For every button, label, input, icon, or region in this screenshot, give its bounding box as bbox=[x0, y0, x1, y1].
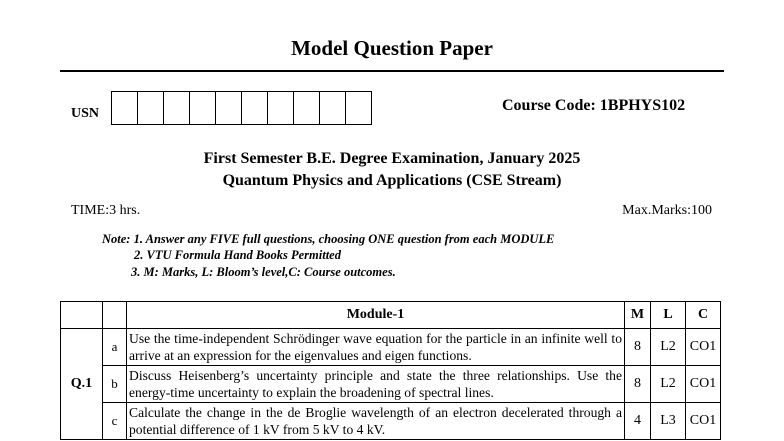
course-outcome: CO1 bbox=[686, 329, 721, 366]
question-number: Q.1 bbox=[61, 329, 103, 440]
course-outcome: CO1 bbox=[686, 366, 721, 403]
usn-box bbox=[163, 91, 190, 125]
question-table bbox=[60, 301, 721, 440]
usn-box bbox=[267, 91, 294, 125]
subject-heading: Quantum Physics and Applications (CSE Stream) bbox=[222, 172, 562, 189]
col-level-header: L bbox=[651, 302, 686, 329]
module-heading: Module-1 bbox=[127, 302, 625, 329]
exam-time: TIME:3 hrs. bbox=[71, 203, 141, 218]
question-text: Discuss Heisenberg’s uncertainty principle and state the three relationships. Use the energy-time uncertainty to explain the broadening of spectral lines. bbox=[129, 368, 622, 400]
usn-box bbox=[319, 91, 346, 125]
max-marks: Max.Marks:100 bbox=[622, 203, 712, 218]
question-marks: 8 bbox=[625, 366, 651, 403]
usn-box bbox=[111, 91, 138, 125]
header-blank-sub bbox=[103, 302, 127, 329]
question-marks: 4 bbox=[625, 403, 651, 440]
sub-question-label: c bbox=[103, 403, 127, 440]
table-row bbox=[61, 366, 721, 403]
usn-box bbox=[137, 91, 164, 125]
page-title: Model Question Paper bbox=[291, 36, 493, 60]
course-outcome: CO1 bbox=[686, 403, 721, 440]
exam-heading: First Semester B.E. Degree Examination, January 2025 bbox=[203, 150, 581, 167]
question-text-cell bbox=[127, 329, 625, 366]
question-text: Calculate the change in the de Broglie wavelength of an electron decelerated through a potential difference of 1 kV from 5 kV to 4 kV. bbox=[129, 405, 622, 437]
blooms-level: L3 bbox=[651, 403, 686, 440]
question-text-cell bbox=[127, 403, 625, 440]
col-outcome-header: C bbox=[686, 302, 721, 329]
table-row bbox=[61, 329, 721, 366]
note-line-3: 3. M: Marks, L: Bloom’s level,C: Course outcomes. bbox=[131, 265, 396, 279]
blooms-level: L2 bbox=[651, 366, 686, 403]
usn-box bbox=[215, 91, 242, 125]
col-marks-header: M bbox=[625, 302, 651, 329]
usn-box bbox=[293, 91, 320, 125]
blooms-level: L2 bbox=[651, 329, 686, 366]
table-header-row bbox=[61, 302, 721, 329]
usn-boxes bbox=[111, 91, 371, 125]
header-blank-q bbox=[61, 302, 103, 329]
usn-label: USN bbox=[71, 106, 100, 121]
question-text: Use the time-independent Schrödinger wave equation for the particle in an infinite well to arrive at an expression for the eigenvalues and eigen functions. bbox=[129, 331, 622, 363]
usn-box bbox=[189, 91, 216, 125]
question-marks: 8 bbox=[625, 329, 651, 366]
question-text-cell bbox=[127, 366, 625, 403]
usn-box bbox=[241, 91, 268, 125]
title-divider bbox=[60, 70, 724, 72]
sub-question-label: a bbox=[103, 329, 127, 366]
usn-box bbox=[345, 91, 372, 125]
sub-question-label: b bbox=[103, 366, 127, 403]
course-code: Course Code: 1BPHYS102 bbox=[502, 97, 686, 114]
table-row bbox=[61, 403, 721, 440]
note-line-1: Note: 1. Answer any FIVE full questions, choosing ONE question from each MODULE bbox=[102, 232, 555, 246]
note-line-2: 2. VTU Formula Hand Books Permitted bbox=[134, 248, 341, 262]
